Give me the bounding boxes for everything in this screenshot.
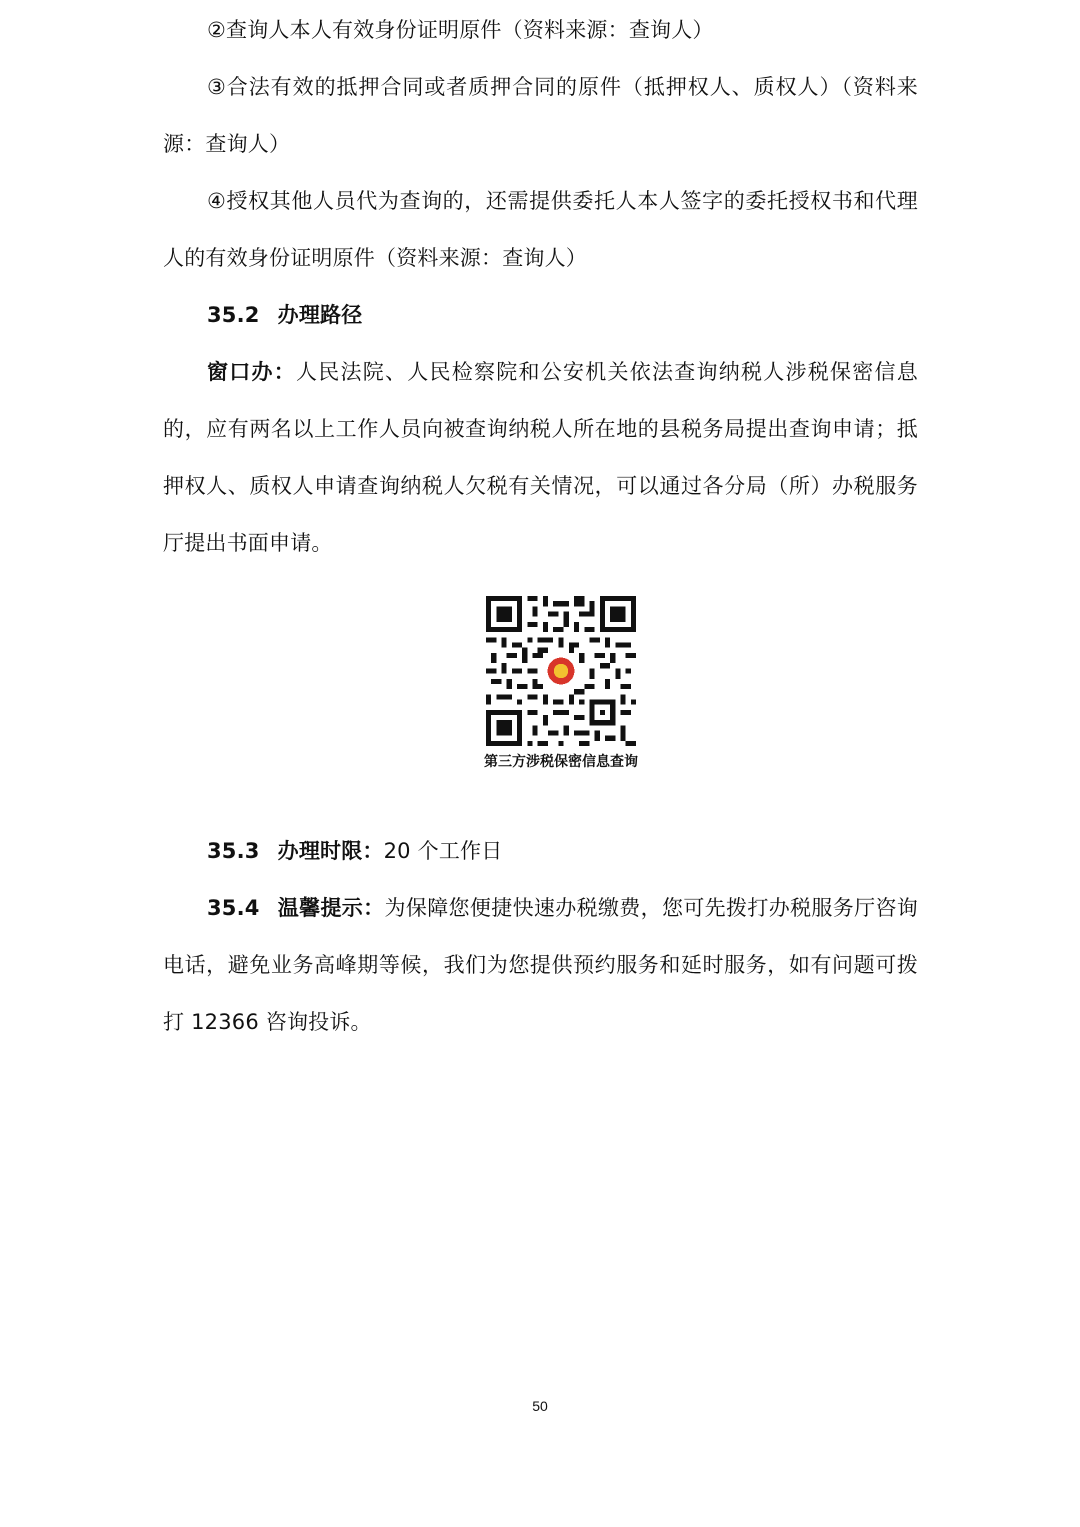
section-label: 温馨提示： (277, 896, 385, 920)
page-number: 50 (532, 1398, 548, 1414)
qr-block (470, 596, 652, 772)
section-number: 35.4 (207, 896, 260, 920)
section-number: 35.2 (207, 303, 260, 327)
materials-list (163, 2, 918, 572)
section-35-2-heading (163, 287, 918, 344)
section-35-4 (163, 880, 918, 1051)
item-2: ②查询人本人有效身份证明原件（资料来源：查询人） (207, 18, 714, 42)
section-title: 办理路径 (277, 303, 363, 327)
qr-caption: 第三方涉税保密信息查询 (484, 754, 638, 770)
section-text: 20 个工作日 (383, 839, 503, 863)
section-35-3 (163, 823, 918, 880)
item-4: ④授权其他人员代为查询的，还需提供委托人本人签字的委托授权书和代理人的有效身份证明原件（资料来源：查询人） (163, 189, 918, 270)
item-3: ③合法有效的抵押合同或者质押合同的原件（抵押权人、质权人）（资料来源：查询人） (163, 75, 918, 156)
window-text: 人民法院、人民检察院和公安机关依法查询纳税人涉税保密信息的，应有两名以上工作人员向被查询纳税人所在地的县税务局提出查询申请；抵押权人、质权人申请查询纳税人欠税有关情况，可以通过各分局（所）办税服务厅提出书面申请。 (163, 360, 918, 555)
lower-sections (163, 823, 918, 1051)
window-label: 窗口办： (207, 360, 297, 384)
section-label: 办理时限： (277, 839, 384, 863)
qr-code-icon[interactable] (486, 596, 636, 746)
window-paragraph (163, 344, 918, 572)
section-number: 35.3 (207, 839, 260, 863)
section-text: 为保障您便捷快速办税缴费，您可先拨打办税服务厅咨询电话，避免业务高峰期等候，我们为您提供预约服务和延时服务，如有问题可拨打 12366 咨询投诉。 (163, 896, 918, 1034)
